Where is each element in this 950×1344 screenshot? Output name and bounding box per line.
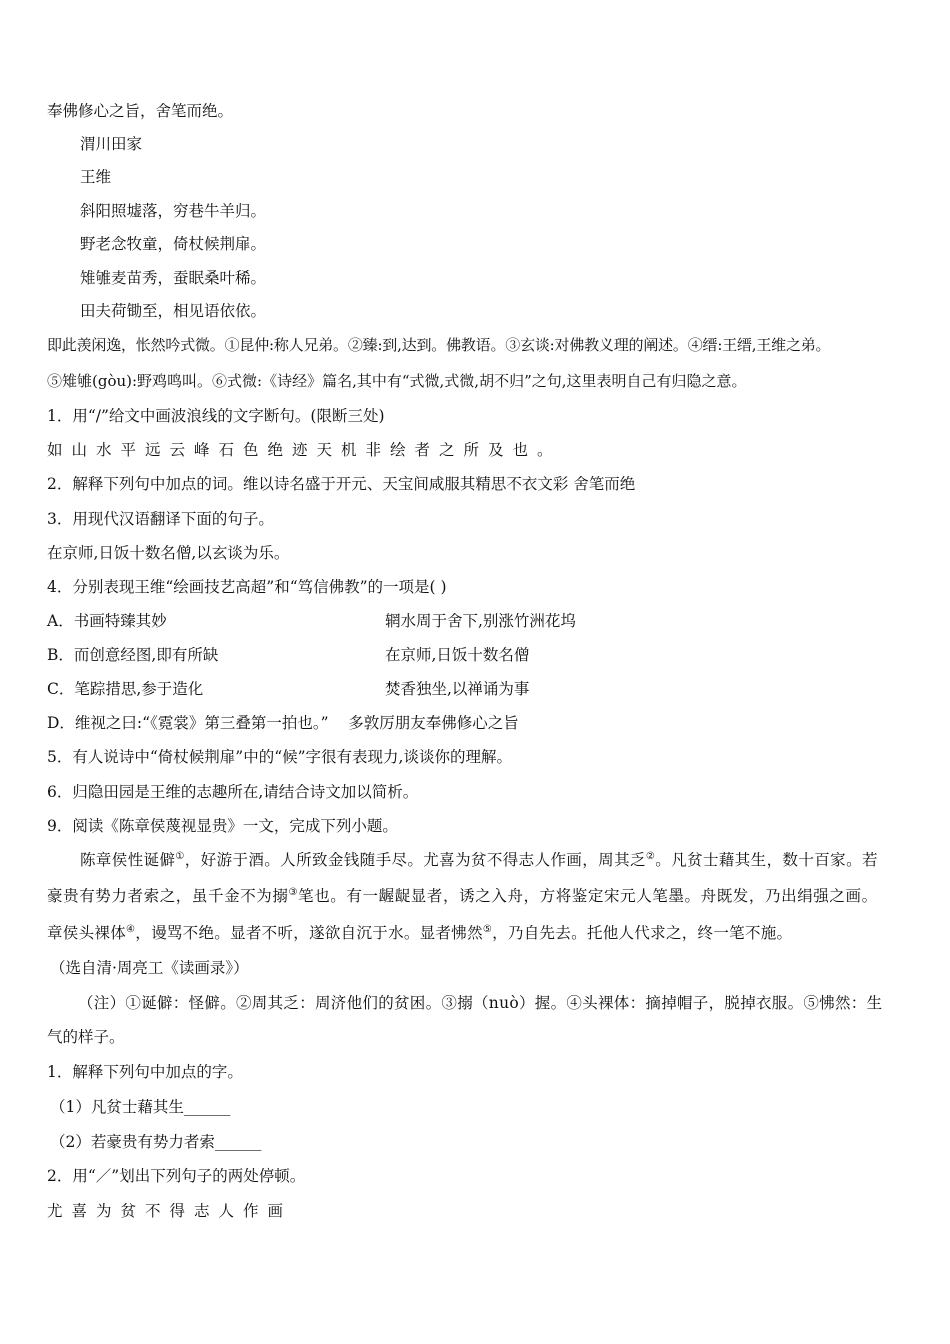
text-line: 奉佛修心之旨，舍笔而绝。 — [47, 102, 234, 120]
question-3: 3．用现代汉语翻译下面的句子。 — [47, 510, 274, 528]
sub-question-1-2: （2）若豪贵有势力者索______ — [50, 1133, 262, 1151]
passage-line: 陈章侯性诞僻①，好游于酒。人所致金钱随手尽。尤喜为贫不得志人作画，周其乏②。凡贫士藉其生，数十百家。若 — [80, 850, 878, 869]
annotation-line: 气的样子。 — [47, 1028, 125, 1046]
annotation-line: （注）①诞僻：怪僻。②周其乏：周济他们的贫困。③搦（nuò）握。④头裸体：摘掉帽子，脱掉衣服。⑤怫然：生 — [78, 994, 883, 1012]
option-a-right: 辋水周于舍下,别涨竹洲花坞 — [385, 612, 576, 630]
poem-line: 野老念牧童，倚杖候荆扉。 — [80, 235, 267, 253]
poem-title: 渭川田家 — [80, 135, 143, 153]
option-d: D．维视之曰:“《霓裳》第三叠第一拍也。” 多敦厉朋友奉佛修心之旨 — [47, 714, 519, 732]
question-1-text: 如山水平远云峰石色绝迹天机非绘者之所及也。 — [47, 441, 562, 459]
passage-source: （选自清·周亮工《读画录》） — [50, 959, 249, 977]
passage-line: 章侯头裸体④，谩骂不绝。显者不听，遂欲自沉于水。显者怫然⑤，乃自先去。托他人代求之，终一笔不施。 — [47, 923, 793, 942]
poem-line: 雉雊麦苗秀，蚕眠桑叶稀。 — [80, 269, 267, 287]
option-b-left: B．而创意经图,即有所缺 — [47, 646, 219, 664]
option-c-right: 焚香独坐,以禅诵为事 — [385, 680, 530, 698]
poem-line: 斜阳照墟落，穷巷牛羊归。 — [80, 202, 267, 220]
sub-question-2-text: 尤喜为贫不得志人作画 — [47, 1202, 293, 1220]
question-3-text: 在京师,日饭十数名僧,以玄谈为乐。 — [47, 544, 290, 562]
poem-line: 田夫荷锄至，相见语依依。 — [80, 302, 267, 320]
question-4: 4．分别表现王维“绘画技艺高超”和“笃信佛教”的一项是( ) — [47, 578, 447, 596]
passage-line: 豪贵有势力者索之，虽千金不为搦③笔也。有一龌龊显者，诱之入舟，方将鉴定宋元人笔墨。舟既发，乃出绢强之画。 — [47, 886, 878, 905]
option-b-right: 在京师,日饭十数名僧 — [385, 646, 530, 664]
question-1: 1．用“/”给文中画波浪线的文字断句。(限断三处) — [47, 407, 385, 425]
note-line: ⑤雉雊(gòu):野鸡鸣叫。⑥式微:《诗经》篇名,其中有“式微,式微,胡不归”之句,这里表明自己有归隐之意。 — [47, 372, 747, 390]
question-9: 9．阅读《陈章侯蔑视显贵》一文，完成下列小题。 — [47, 817, 398, 835]
sub-question-1-1: （1）凡贫士藉其生______ — [50, 1098, 231, 1116]
question-6: 6．归隐田园是王维的志趣所在,请结合诗文加以简析。 — [47, 783, 419, 801]
question-2: 2．解释下列句中加点的词。维以诗名盛于开元、天宝间咸服其精思不衣文彩 舍笔而绝 — [47, 475, 636, 493]
poem-author: 王维 — [80, 168, 112, 186]
sub-question-2: 2．用“／”划出下列句子的两处停顿。 — [47, 1167, 306, 1185]
question-5: 5．有人说诗中“倚杖候荆扉”中的“候”字很有表现力,谈谈你的理解。 — [47, 748, 512, 766]
sub-question-1: 1．解释下列句中加点的字。 — [47, 1063, 243, 1081]
note-line: 即此羡闲逸，怅然吟式微。①昆仲:称人兄弟。②臻:到,达到。佛教语。③玄谈:对佛教义理的阐述。④缙:王缙,王维之弟。 — [47, 336, 831, 354]
option-c-left: C．笔踪措思,参于造化 — [47, 680, 204, 698]
option-a-left: A．书画特臻其妙 — [47, 612, 167, 630]
option-a — [47, 610, 167, 632]
